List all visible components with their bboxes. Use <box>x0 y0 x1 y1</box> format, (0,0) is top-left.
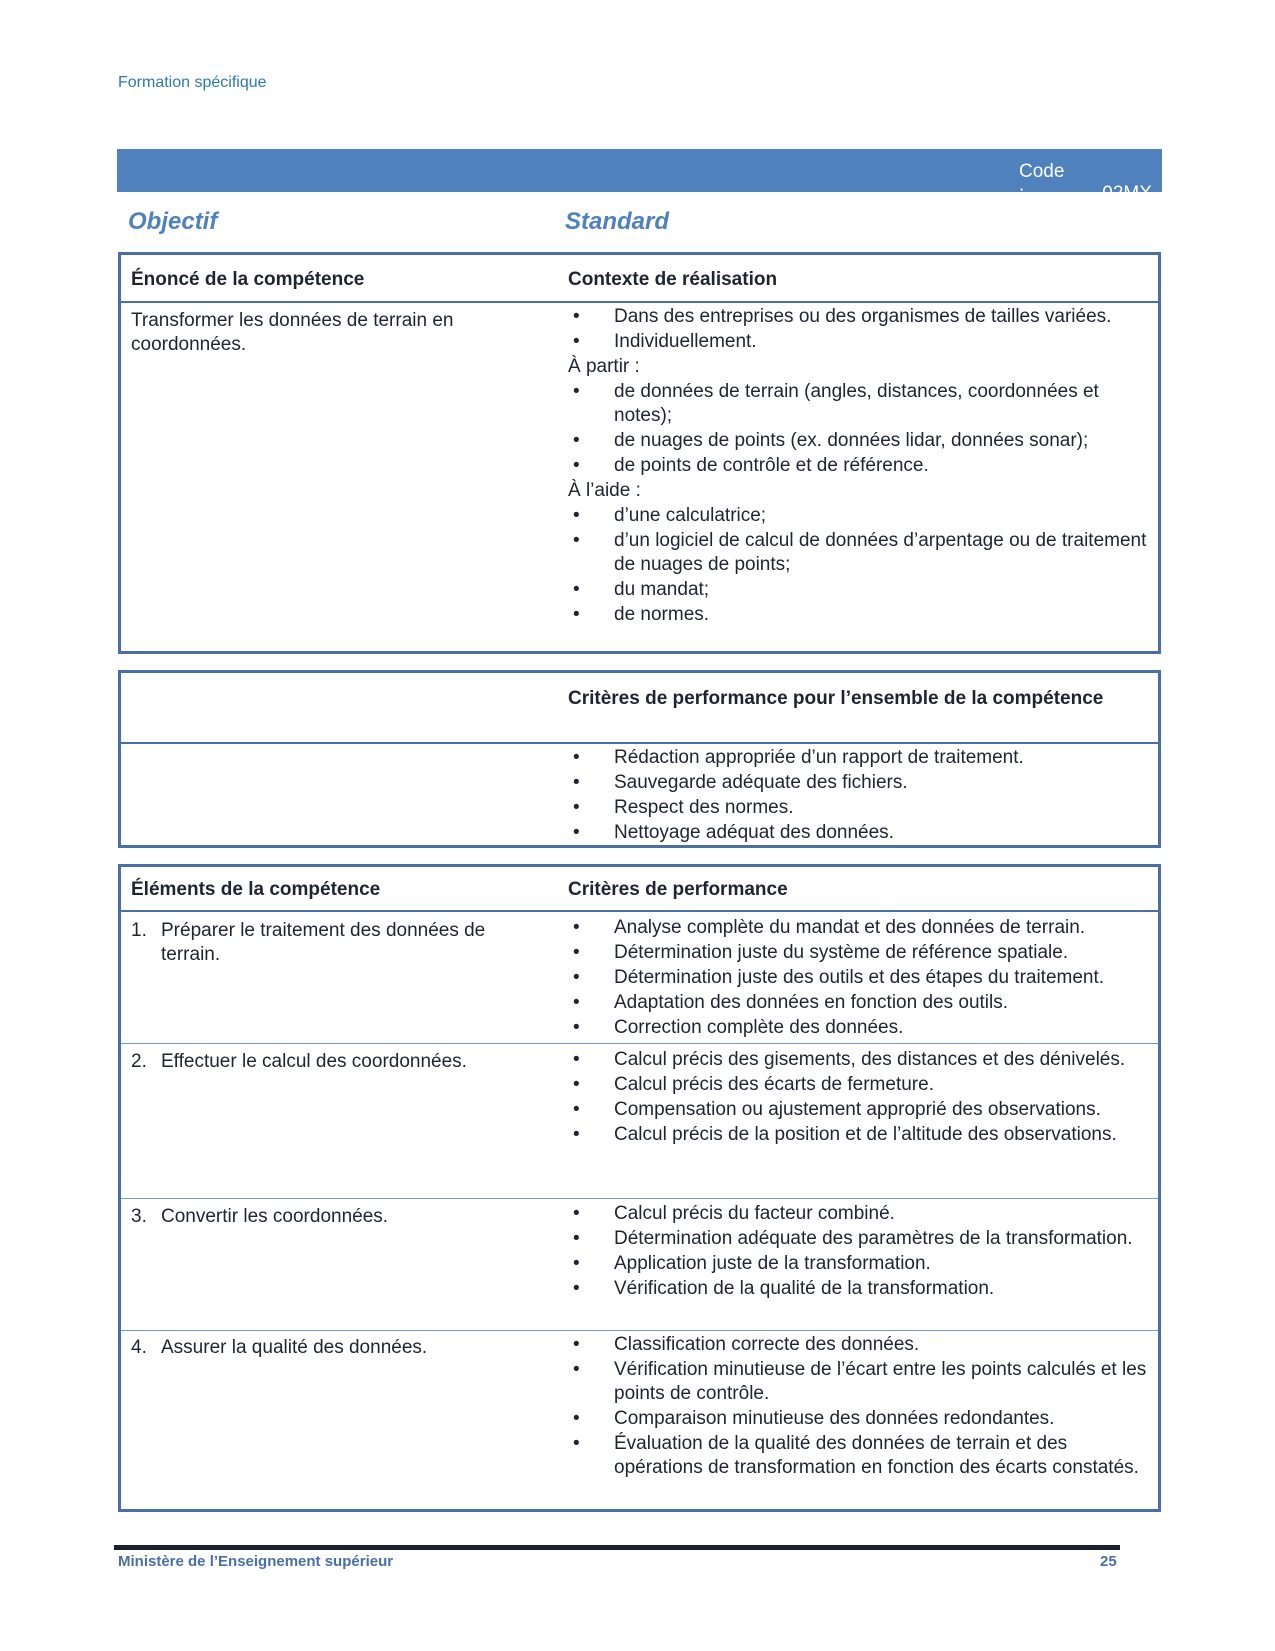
list-item: • d’un logiciel de calcul de données d’arpentage ou de traitement de nuages de points; <box>573 530 1147 575</box>
bullet-icon: • <box>573 1253 580 1274</box>
list-item: • de nuages de points (ex. données lidar, données sonar); <box>573 430 1089 451</box>
competence-statement: Transformer les données de terrain en coordonnées. <box>131 310 454 355</box>
list-item: • Calcul précis du facteur combiné. <box>573 1203 895 1224</box>
row-divider <box>121 1043 1158 1044</box>
list-item: • de points de contrôle et de référence. <box>573 455 929 476</box>
competence-context-box <box>118 252 1161 654</box>
section1-divider <box>121 301 1158 303</box>
bullet-icon: • <box>573 942 580 963</box>
bullet-icon: • <box>573 797 580 818</box>
list-item: • Vérification minutieuse de l’écart entre les points calculés et les points de contrôle. <box>573 1359 1147 1404</box>
list-item: • Détermination juste des outils et des étapes du traitement. <box>573 967 1105 988</box>
list-item: • Sauvegarde adéquate des fichiers. <box>573 772 908 793</box>
list-item: • Correction complète des données. <box>573 1017 904 1038</box>
criteria-heading: Critères de performance <box>568 879 788 900</box>
bullet-icon: • <box>573 992 580 1013</box>
context-content <box>568 305 1153 628</box>
list-item: • Calcul précis des gisements, des distances et des dénivelés. <box>573 1049 1126 1070</box>
bullet-icon: • <box>573 772 580 793</box>
elements-heading: Éléments de la compétence <box>131 879 381 900</box>
bullet-icon: • <box>573 1334 580 1355</box>
list-item: • Classification correcte des données. <box>573 1334 920 1355</box>
section2-divider <box>121 742 1158 744</box>
standard-title: Standard <box>565 208 670 235</box>
list-item: • Adaptation des données en fonction des outils. <box>573 992 1009 1013</box>
bullet-icon: • <box>573 505 580 526</box>
bullet-icon: • <box>573 1049 580 1070</box>
element-label: Convertir les coordonnées. <box>161 1206 389 1227</box>
bullet-icon: • <box>573 1124 580 1145</box>
list-item: • Vérification de la qualité de la transformation. <box>573 1278 995 1299</box>
list-item: • Application juste de la transformation. <box>573 1253 931 1274</box>
list-item: • de normes. <box>573 604 710 625</box>
element-number: 3. <box>131 1206 147 1227</box>
element-1 <box>131 919 541 967</box>
element-4-criteria <box>568 1333 1153 1480</box>
list-item: • de données de terrain (angles, distances, coordonnées et notes); <box>573 381 1099 426</box>
bullet-icon: • <box>573 1359 580 1380</box>
element-3 <box>131 1205 541 1229</box>
subheading-a-laide: À l’aide : <box>568 480 641 501</box>
code-bar <box>117 149 1162 204</box>
section3-divider <box>121 910 1158 912</box>
list-item: • Détermination adéquate des paramètres de la transformation. <box>573 1228 1133 1249</box>
list-item: • Calcul précis des écarts de fermeture. <box>573 1074 934 1095</box>
bullet-icon: • <box>573 747 580 768</box>
page-number: 25 <box>1100 1553 1117 1570</box>
context-heading: Contexte de réalisation <box>568 269 778 290</box>
bullet-icon: • <box>573 1203 580 1224</box>
element-2-criteria <box>568 1048 1153 1147</box>
context-list-1 <box>568 305 1153 354</box>
bullet-icon: • <box>573 579 580 600</box>
list-item: • Dans des entreprises ou des organismes de tailles variées. <box>573 306 1112 327</box>
bullet-icon: • <box>573 1017 580 1038</box>
subheading-a-partir: À partir : <box>568 356 640 377</box>
element-3-criteria <box>568 1202 1153 1301</box>
bullet-icon: • <box>573 917 580 938</box>
list-item: • Calcul précis de la position et de l’altitude des observations. <box>573 1124 1117 1145</box>
page-header: Formation spécifique <box>118 74 267 91</box>
overall-criteria-box <box>118 670 1161 848</box>
context-list-2 <box>568 380 1153 478</box>
bullet-icon: • <box>573 1228 580 1249</box>
list-item: • Compensation ou ajustement approprié des observations. <box>573 1099 1101 1120</box>
bullet-icon: • <box>573 822 580 843</box>
bullet-icon: • <box>573 530 580 551</box>
list-item: • d’une calculatrice; <box>573 505 767 526</box>
statement-heading: Énoncé de la compétence <box>131 269 365 290</box>
bullet-icon: • <box>573 331 580 352</box>
list-item: • Évaluation de la qualité des données de terrain et des opérations de transformation en fonction des écarts constatés. <box>573 1433 1139 1478</box>
element-4 <box>131 1336 541 1360</box>
context-list-3 <box>568 504 1153 627</box>
overall-criteria-list <box>568 746 1153 845</box>
bullet-icon: • <box>573 381 580 402</box>
list-item: • Rédaction appropriée d’un rapport de traitement. <box>573 747 1024 768</box>
element-number: 4. <box>131 1337 147 1358</box>
element-label: Effectuer le calcul des coordonnées. <box>161 1051 467 1072</box>
element-number: 1. <box>131 920 147 941</box>
bullet-icon: • <box>573 430 580 451</box>
list-item: • du mandat; <box>573 579 710 600</box>
bullet-icon: • <box>573 604 580 625</box>
bullet-icon: • <box>573 1433 580 1454</box>
list-item: • Respect des normes. <box>573 797 794 818</box>
list-item: • Détermination juste du système de référence spatiale. <box>573 942 1069 963</box>
objectif-title: Objectif <box>128 208 218 235</box>
list-item: • Nettoyage adéquat des données. <box>573 822 894 843</box>
list-item: • Comparaison minutieuse des données redondantes. <box>573 1408 1055 1429</box>
element-label: Assurer la qualité des données. <box>161 1337 428 1358</box>
row-divider <box>121 1198 1158 1199</box>
element-label: Préparer le traitement des données de terrain. <box>161 920 486 965</box>
element-number: 2. <box>131 1051 147 1072</box>
bullet-icon: • <box>573 306 580 327</box>
bullet-icon: • <box>573 1099 580 1120</box>
footer-ministry: Ministère de l’Enseignement supérieur <box>118 1553 394 1570</box>
element-2 <box>131 1050 541 1074</box>
element-1-criteria <box>568 916 1153 1040</box>
footer-rule <box>114 1545 1120 1550</box>
list-item: • Analyse complète du mandat et des données de terrain. <box>573 917 1086 938</box>
bullet-icon: • <box>573 967 580 988</box>
bullet-icon: • <box>573 1278 580 1299</box>
row-divider <box>121 1330 1158 1331</box>
bullet-icon: • <box>573 1074 580 1095</box>
elements-criteria-box <box>118 864 1161 1512</box>
code-label: Code : <box>1019 161 1065 204</box>
overall-criteria-heading: Critères de performance pour l’ensemble de la compétence <box>568 688 1104 709</box>
bullet-icon: • <box>573 455 580 476</box>
code-value: 02MX <box>1102 183 1152 204</box>
list-item: • Individuellement. <box>573 331 757 352</box>
bullet-icon: • <box>573 1408 580 1429</box>
